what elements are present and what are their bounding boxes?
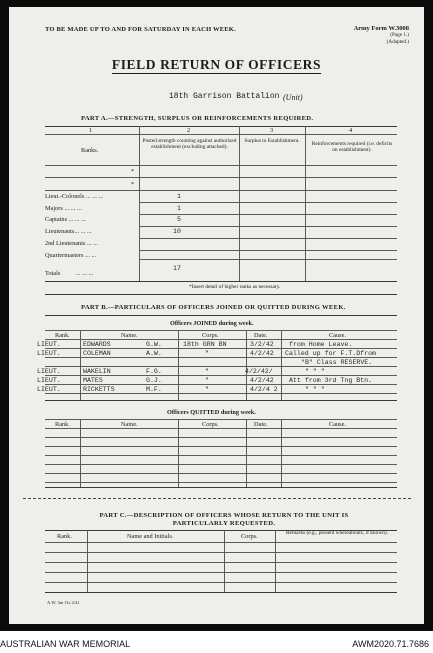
- part-c-col-corps: Corps.: [241, 533, 258, 540]
- joined-initials: G.W.: [146, 341, 162, 348]
- col-header-ranks: Ranks.: [81, 147, 99, 154]
- part-c-col-name: Name and Initials.: [127, 533, 174, 540]
- unit-name: 18th Garrison Battalion: [169, 92, 280, 101]
- col-header-rank: Rank.: [55, 332, 70, 339]
- unit-label: (Unit): [283, 93, 303, 102]
- part-a-colnum-4: 4: [349, 127, 353, 134]
- quitted-title: Officers QUITTED during week.: [167, 409, 256, 416]
- joined-rank: LIEUT.: [37, 386, 61, 393]
- star-row-2: *: [131, 181, 135, 188]
- rank-row: Quartermasters ... ...: [45, 252, 97, 259]
- form-page-number: (Page 1.): [390, 32, 409, 38]
- joined-date: 4/2/42/: [245, 368, 273, 375]
- part-c-col-rank: Rank.: [57, 533, 72, 540]
- col-header-posted-strength: Posted strength counting against authorized establishment (excluding attached).: [142, 138, 237, 151]
- col-header-reinforcements: Reinforcements required (i.e. deficits on establishment).: [311, 141, 393, 154]
- joined-cause: from Home Leave.: [289, 341, 353, 348]
- joined-name: COLEMAN: [83, 350, 111, 357]
- quitted-col-cause: Cause.: [329, 421, 346, 428]
- joined-corps: ": [205, 368, 209, 375]
- part-b-heading: PART B.—PARTICULARS OF OFFICERS JOINED OR QUITTED DURING WEEK.: [81, 304, 346, 311]
- archive-footer: [0, 631, 433, 653]
- joined-date: 4/2/4 2: [250, 386, 278, 393]
- form-number-block: [317, 25, 409, 46]
- joined-corps: ": [205, 386, 209, 393]
- rank-row: Captains ... ... ...: [45, 216, 86, 223]
- star-row-1: *: [131, 168, 135, 175]
- quitted-col-date: Date.: [254, 421, 268, 428]
- form-page: [9, 7, 424, 624]
- joined-cause: Att from 3rd Tng Btn.: [289, 377, 373, 384]
- joined-corps: ": [205, 350, 209, 357]
- joined-cause: "B" Class RESERVE.: [301, 359, 373, 366]
- col-header-date: Date.: [254, 332, 268, 339]
- joined-initials: G.J.: [146, 377, 162, 384]
- total-strength: 17: [173, 265, 181, 272]
- col-header-corps: Corps.: [202, 332, 219, 339]
- quitted-col-corps: Corps.: [202, 421, 219, 428]
- rank-row: Lieut.-Colonels ... ... ...: [45, 193, 104, 200]
- col-header-surplus: Surplus to Establishment.: [244, 138, 300, 144]
- archive-name: AUSTRALIAN WAR MEMORIAL: [0, 639, 131, 649]
- joined-name: MATES: [83, 377, 103, 384]
- joined-date: 4/2/42: [250, 350, 274, 357]
- joined-initials: F.G.: [146, 368, 162, 375]
- rank-row: 2nd Lieutenants ... ...: [45, 240, 99, 247]
- form-instruction: TO BE MADE UP TO AND FOR SATURDAY IN EACH WEEK.: [45, 26, 236, 33]
- joined-corps: 18th GRN BN: [183, 341, 227, 348]
- archive-reference: AWM2020.71.7686: [352, 639, 429, 649]
- strength-value: 5: [177, 216, 181, 223]
- joined-rank: LIEUT.: [37, 368, 61, 375]
- joined-name: WAKELIN: [83, 368, 111, 375]
- form-number: Army Form W.3008: [353, 25, 409, 32]
- print-code: A.W. 3m 11s 2/41: [47, 600, 80, 605]
- joined-date: 3/2/42: [250, 341, 274, 348]
- col-header-name: Name.: [121, 332, 138, 339]
- quitted-col-rank: Rank.: [55, 421, 70, 428]
- col-header-cause: Cause.: [329, 332, 346, 339]
- joined-cause: " " ": [305, 368, 325, 375]
- joined-rank: LIEUT.: [37, 350, 61, 357]
- strength-value: 1: [177, 193, 181, 200]
- rank-row: Majors ... ... ...: [45, 205, 82, 212]
- joined-date: 4/2/42: [250, 377, 274, 384]
- joined-name: RICKETTS: [83, 386, 115, 393]
- part-a-colnum-2: 2: [187, 127, 191, 134]
- page-title: FIELD RETURN OF OFFICERS: [111, 57, 322, 72]
- joined-cause: " " ": [305, 386, 325, 393]
- part-a-colnum-1: 1: [89, 127, 93, 134]
- form-adapted: (Adapted.): [386, 39, 409, 45]
- strength-value: 10: [173, 228, 181, 235]
- joined-name: EDWARDS: [83, 341, 111, 348]
- part-c-col-remarks: Remarks (e.g., present whereabouts, if known).: [285, 530, 389, 536]
- totals-row: Totals ... ... ...: [45, 270, 94, 277]
- joined-rank: LIEUT.: [37, 341, 61, 348]
- joined-rank: LIEUT.: [37, 377, 61, 384]
- rank-row: Lieutenants... ... ...: [45, 228, 92, 235]
- quitted-col-name: Name.: [121, 421, 138, 428]
- joined-initials: M.F.: [146, 386, 162, 393]
- part-a-colnum-3: 3: [270, 127, 274, 134]
- joined-title: Officers JOINED during week.: [170, 320, 254, 327]
- joined-initials: A.W.: [146, 350, 162, 357]
- strength-value: 1: [177, 205, 181, 212]
- joined-corps: ": [205, 377, 209, 384]
- part-c-heading: PART C.—DESCRIPTION OF OFFICERS WHOSE RETURN TO THE UNIT IS PARTICULARLY REQUESTED.: [99, 512, 349, 527]
- joined-cause: Called up for F.T.Dfrom: [285, 350, 377, 357]
- part-a-heading: PART A.—STRENGTH, SURPLUS OR REINFORCEMENTS REQUIRED.: [81, 115, 314, 122]
- part-a-footnote: *Insert detail of higher ranks as necessary.: [189, 284, 281, 290]
